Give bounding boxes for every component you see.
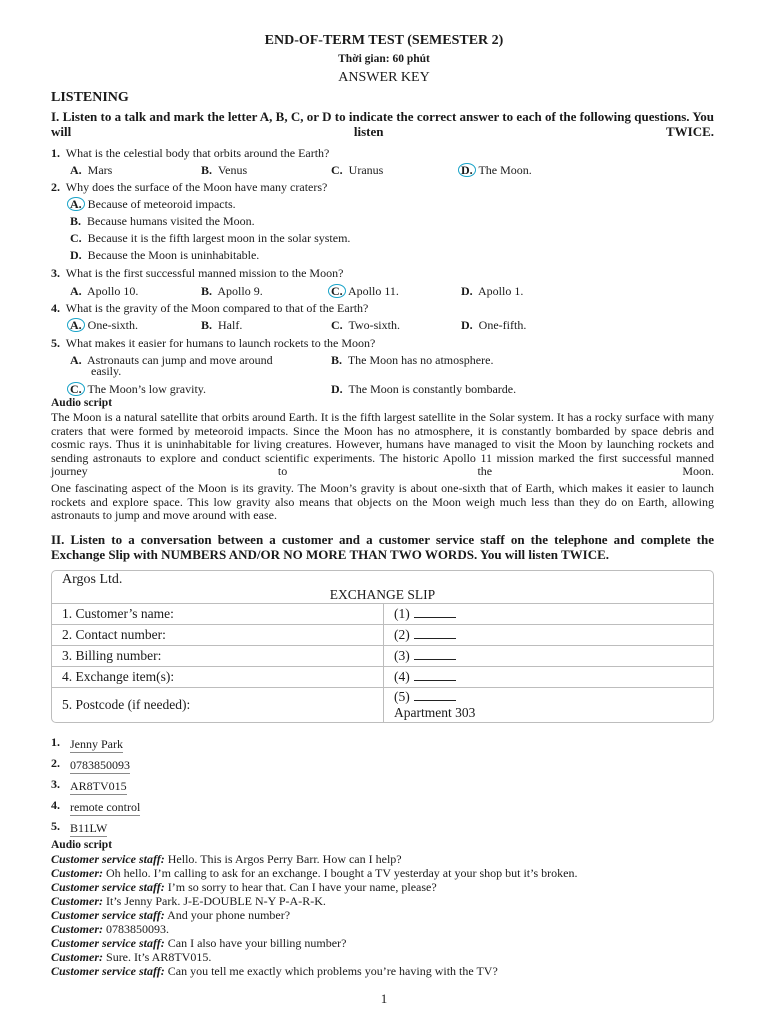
q2-option-c: C. Because it is the fifth largest moon in the solar system. xyxy=(70,231,351,245)
q4-option-a: A. One-sixth. xyxy=(70,318,138,332)
q4-option-d: D. One-fifth. xyxy=(461,318,527,332)
audio-script-paragraph-2: One fascinating aspect of the Moon is its gravity. The Moon’s gravity is about one-sixth that of Earth, which makes it easier to launch rockets and explore space. This low gravity also means that objects on the Moon weigh much less than they do on Earth, allowing astronauts to jump and move around with ease. xyxy=(51,481,714,523)
time-limit: Thời gian: 60 phút xyxy=(338,53,430,65)
slip-row xyxy=(52,624,713,645)
document-title: END-OF-TERM TEST (SEMESTER 2) xyxy=(264,33,504,48)
part1-instruction-text: Listen to a talk and mark the letter A, B, C, or D to indicate the correct answer to each of the following questions. You will listen TWICE. xyxy=(51,109,714,139)
audio-script-heading-1: Audio script xyxy=(51,397,113,409)
slip-label: 4. Exchange item(s): xyxy=(52,666,383,687)
dialogue-line: Customer service staff: Can I also have your billing number? xyxy=(51,936,347,950)
answer-number: 1. xyxy=(51,735,60,749)
q3-option-c: C. Apollo 11. xyxy=(331,284,399,298)
dialogue-line: Customer service staff: Can you tell me exactly which problems you’re having with the TV? xyxy=(51,964,498,978)
slip-extra: Apartment 303 xyxy=(394,705,476,720)
section-heading-listening: LISTENING xyxy=(51,90,129,105)
slip-label: 3. Billing number: xyxy=(52,645,383,666)
slip-blank: (5) Apartment 303 xyxy=(383,687,713,722)
slip-blank: (2) xyxy=(383,624,713,645)
q4-option-c: C. Two-sixth. xyxy=(331,318,400,332)
answer-number: 5. xyxy=(51,819,60,833)
q1-option-a: A. Mars xyxy=(70,163,113,177)
question-2: 2. Why does the surface of the Moon have many craters? xyxy=(51,180,328,194)
q5-option-c: C. The Moon’s low gravity. xyxy=(70,382,206,396)
part1-label: I. xyxy=(51,109,60,124)
dialogue-line: Customer service staff: Hello. This is Argos Perry Barr. How can I help? xyxy=(51,852,402,866)
slip-label: 1. Customer’s name: xyxy=(52,603,383,624)
slip-label: 5. Postcode (if needed): xyxy=(52,687,383,722)
question-1: 1. What is the celestial body that orbits around the Earth? xyxy=(51,146,330,160)
q1-option-d: D. The Moon. xyxy=(461,163,532,177)
answer-1: Jenny Park xyxy=(70,737,123,751)
dialogue-line: Customer: Sure. It’s AR8TV015. xyxy=(51,950,212,964)
slip-title: EXCHANGE SLIP xyxy=(329,587,436,602)
q1-option-c: C. Uranus xyxy=(331,163,384,177)
answer-2: 0783850093 xyxy=(70,758,130,772)
slip-row xyxy=(52,645,713,666)
answer-circle: D. xyxy=(458,163,476,177)
question-5: 5. What makes it easier for humans to launch rockets to the Moon? xyxy=(51,336,376,350)
answer-4: remote control xyxy=(70,800,141,814)
company-name: Argos Ltd. xyxy=(62,572,123,587)
q3-option-b: B. Apollo 9. xyxy=(201,284,263,298)
page-number: 1 xyxy=(380,991,388,1006)
part2-instruction: II. Listen to a conversation between a customer and a customer service staff on the telephone and complete the Exchange Slip with NUMBERS AND/OR NO MORE THAN TWO WORDS. You will listen TWICE. xyxy=(51,532,714,562)
q5-option-b: B. The Moon has no atmosphere. xyxy=(331,353,494,367)
slip-blank: (1) xyxy=(383,603,713,624)
q3-option-d: D. Apollo 1. xyxy=(461,284,524,298)
slip-label: 2. Contact number: xyxy=(52,624,383,645)
answer-circle: C. xyxy=(67,382,85,396)
slip-header xyxy=(52,571,713,603)
q5-option-a: A. Astronauts can jump and move around xyxy=(70,353,273,367)
answer-3: AR8TV015 xyxy=(70,779,127,793)
answer-number: 2. xyxy=(51,756,60,770)
slip-blank: (4) xyxy=(383,666,713,687)
answer-key-label: ANSWER KEY xyxy=(338,70,430,85)
q3-option-a: A. Apollo 10. xyxy=(70,284,139,298)
slip-row xyxy=(52,603,713,624)
question-3: 3. What is the first successful manned mission to the Moon? xyxy=(51,266,344,280)
dialogue-line: Customer service staff: I’m so sorry to hear that. Can I have your name, please? xyxy=(51,880,437,894)
slip-row xyxy=(52,687,713,722)
q2-option-a: A. Because of meteoroid impacts. xyxy=(70,197,236,211)
answer-number: 4. xyxy=(51,798,60,812)
answer-circle: A. xyxy=(67,318,85,332)
exchange-slip-table xyxy=(51,570,714,723)
q2-option-b: B. Because humans visited the Moon. xyxy=(70,214,255,228)
q5-option-d: D. The Moon is constantly bombarde. xyxy=(331,382,517,396)
dialogue-line: Customer: It’s Jenny Park. J-E-DOUBLE N-Y P-A-R-K. xyxy=(51,894,326,908)
answer-number: 3. xyxy=(51,777,60,791)
q5-option-a-cont: easily. xyxy=(91,364,122,378)
answer-circle: A. xyxy=(67,197,85,211)
slip-blank: (3) xyxy=(383,645,713,666)
question-4: 4. What is the gravity of the Moon compared to that of the Earth? xyxy=(51,301,369,315)
q1-option-b: B. Venus xyxy=(201,163,248,177)
answer-5: B11LW xyxy=(70,821,108,835)
q4-option-b: B. Half. xyxy=(201,318,243,332)
dialogue-line: Customer service staff: And your phone number? xyxy=(51,908,291,922)
dialogue-line: Customer: 0783850093. xyxy=(51,922,170,936)
audio-script-heading-2: Audio script xyxy=(51,839,113,851)
dialogue-line: Customer: Oh hello. I’m calling to ask for an exchange. I bought a TV yesterday at your shop but it’s broken. xyxy=(51,866,578,880)
slip-row xyxy=(52,666,713,687)
q2-option-d: D. Because the Moon is uninhabitable. xyxy=(70,248,260,262)
answer-circle: C. xyxy=(328,284,346,298)
audio-script-paragraph-1: The Moon is a natural satellite that orbits around Earth. It is the fifth largest satellite in the Solar system. It has a rocky surface with many craters that were formed by meteoroid impacts. Since the Moon has no atmosphere, it is constantly bombarded by space debris and cosmic rays. Thus it is uninhabitable for living creatures. However, humans have managed to visit the Moon by launching rockets and sending astronauts to explore and conduct scientific experiments. The historic Apollo 11 mission marked the first successful manned journey to the Moon. xyxy=(51,410,714,479)
